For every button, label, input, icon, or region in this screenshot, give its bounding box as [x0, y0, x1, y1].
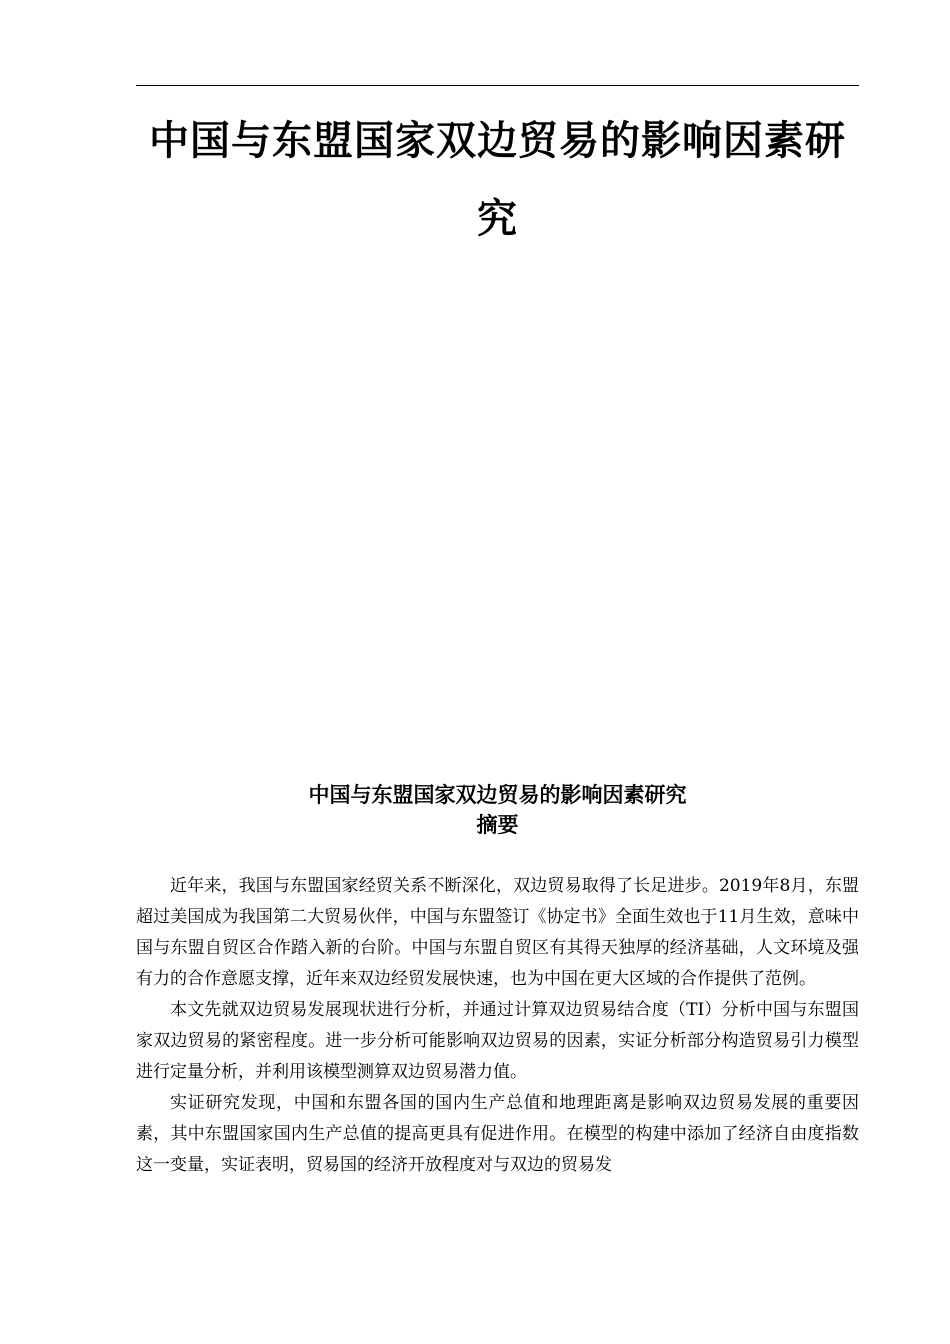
abstract-body — [136, 871, 859, 1181]
abstract-paragraph-3: 实证研究发现，中国和东盟各国的国内生产总值和地理距离是影响双边贸易发展的重要因素，其中东盟国家国内生产总值的提高更具有促进作用。在模型的构建中添加了经济自由度指数这一变量，实证表明，贸易国的经济开放程度对与双边的贸易发 — [136, 1093, 859, 1175]
abstract-heading: 摘要 — [476, 813, 519, 837]
abstract-paragraph-1: 近年来，我国与东盟国家经贸关系不断深化，双边贸易取得了长足进步。2019年8月，东盟超过美国成为我国第二大贸易伙伴，中国与东盟签订《协定书》全面生效也于11月生效，意味中国与东盟自贸区合作踏入新的台阶。中国与东盟自贸区有其得天独厚的经济基础，人文环境及强有力的合作意愿支撑，近年来双边经贸发展快速，也为中国在更大区域的合作提供了范例。 — [136, 876, 859, 989]
document-title: 中国与东盟国家双边贸易的影响因素研究 — [149, 117, 846, 242]
abstract-paragraph-2: 本文先就双边贸易发展现状进行分析，并通过计算双边贸易结合度（TI）分析中国与东盟国家双边贸易的紧密程度。进一步分析可能影响双边贸易的因素，实证分析部分构造贸易引力模型进行定量分析，并利用该模型测算双边贸易潜力值。 — [136, 1000, 859, 1082]
header-rule — [136, 85, 859, 86]
abstract-title: 中国与东盟国家双边贸易的影响因素研究 — [308, 783, 687, 807]
